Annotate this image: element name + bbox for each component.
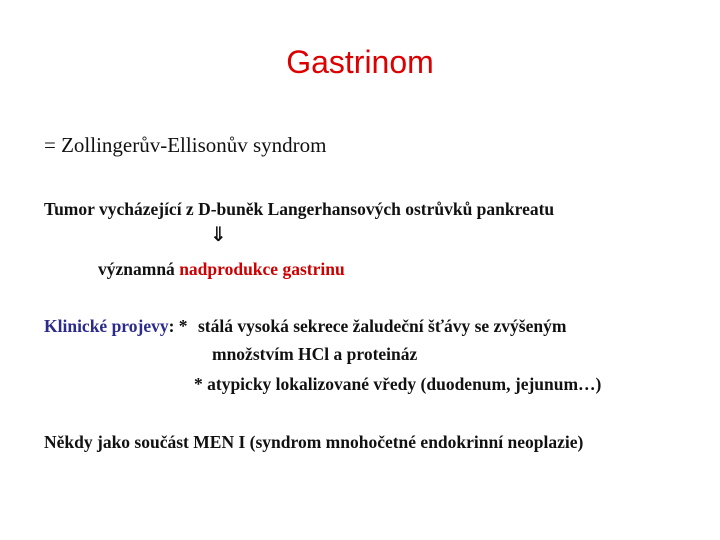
slide-title: Gastrinom — [286, 44, 434, 80]
result-line — [98, 259, 345, 280]
slide-subtitle: = Zollingerův-Ellisonův syndrom — [44, 133, 327, 157]
symptom-1-line-2: množstvím HCl a proteináz — [212, 344, 418, 364]
clinical-line — [44, 316, 566, 337]
tumor-origin-text: Tumor vycházející z D-buněk Langerhansových ostrůvků pankreatu — [44, 199, 555, 219]
clinical-separator: : * — [168, 316, 192, 336]
clinical-label: Klinické projevy — [44, 316, 169, 336]
result-prefix: významná — [98, 259, 180, 279]
down-arrow-icon: ⇓ — [210, 222, 227, 246]
symptom-1-line-1: stálá vysoká sekrece žaludeční šťávy se zvýšeným — [197, 316, 567, 336]
men-syndrome-text: Někdy jako součást MEN I (syndrom mnohočetné endokrinní neoplazie) — [44, 432, 584, 452]
gastrin-overproduction-highlight: nadprodukce gastrinu — [179, 259, 345, 279]
symptom-2: * atypicky lokalizované vředy (duodenum, jejunum…) — [194, 374, 602, 394]
